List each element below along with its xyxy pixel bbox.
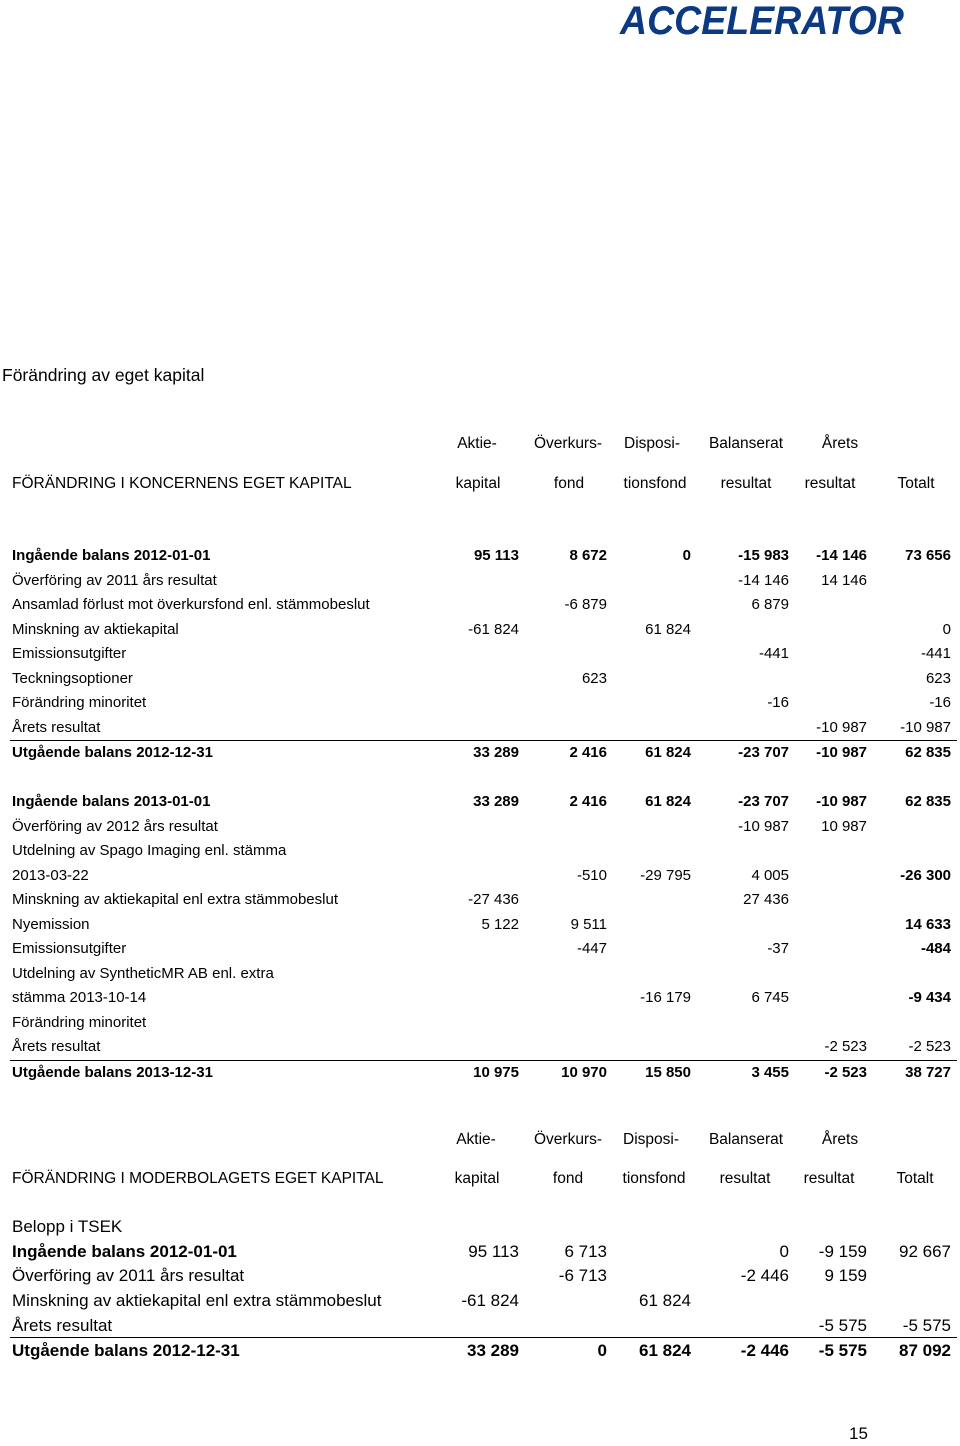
cell-value: 61 824 bbox=[645, 620, 691, 638]
cell-value: -10 987 bbox=[816, 744, 867, 761]
cell-value: 38 727 bbox=[905, 1063, 951, 1081]
cell-value: -29 795 bbox=[640, 866, 691, 884]
koncern-table-2013 bbox=[10, 790, 957, 1085]
cell-value: 15 850 bbox=[645, 1063, 691, 1081]
table-row bbox=[10, 716, 957, 741]
cell-value: -16 bbox=[767, 694, 789, 711]
row-label: Minskning av aktiekapital enl extra stämmobeslut bbox=[12, 1291, 382, 1311]
cell-value: 33 289 bbox=[473, 793, 519, 810]
cell-value: -6 713 bbox=[558, 1266, 607, 1286]
cell-value: 5 122 bbox=[481, 915, 519, 933]
table-row bbox=[10, 1288, 957, 1313]
row-label: Teckningsoptioner bbox=[12, 669, 133, 687]
table-row bbox=[10, 1060, 957, 1086]
cell-value: -16 bbox=[929, 694, 951, 711]
cell-value: 87 092 bbox=[899, 1341, 951, 1361]
cell-total: 14 633 bbox=[905, 915, 951, 933]
row-label: Emissionsutgifter bbox=[12, 940, 127, 957]
cell-value: -2 523 bbox=[824, 1063, 867, 1081]
col-header: tionsfond bbox=[623, 475, 687, 492]
unit-label: Belopp i TSEK bbox=[12, 1217, 123, 1236]
cell-value: 61 824 bbox=[645, 793, 691, 810]
cell-value: -14 146 bbox=[816, 547, 867, 564]
cell-value: 0 bbox=[682, 547, 691, 564]
row-label: Överföring av 2012 års resultat bbox=[12, 817, 218, 835]
cell-value: 95 113 bbox=[468, 1241, 519, 1261]
col-header: Disposi- bbox=[624, 435, 680, 452]
cell-value: -61 824 bbox=[468, 620, 519, 638]
col-header: kapital bbox=[454, 1170, 500, 1187]
svg-text:ACCELERATOR: ACCELERATOR bbox=[619, 0, 905, 42]
koncern-table-2012 bbox=[10, 544, 957, 766]
accelerator-logo bbox=[618, 0, 908, 42]
table-row bbox=[10, 913, 957, 938]
row-label: stämma 2013-10-14 bbox=[12, 989, 147, 1006]
moder-table bbox=[10, 1214, 957, 1363]
table-row bbox=[10, 888, 957, 913]
row-label: Förändring minoritet bbox=[12, 694, 147, 711]
row-label: Minskning av aktiekapital bbox=[12, 620, 179, 638]
table-row bbox=[10, 986, 957, 1011]
table-row bbox=[10, 1337, 957, 1363]
row-label: Ingående balans 2012-01-01 bbox=[12, 1241, 237, 1261]
cell-value: 73 656 bbox=[905, 547, 951, 564]
col-header: Årets bbox=[821, 1131, 859, 1148]
cell-value: -441 bbox=[920, 645, 951, 662]
cell-value: 6 879 bbox=[751, 596, 789, 613]
cell-value: -10 987 bbox=[816, 718, 867, 736]
cell-value: -37 bbox=[767, 940, 789, 957]
row-label: Utdelning av SyntheticMR AB enl. extra bbox=[12, 964, 274, 982]
cell-value: 0 bbox=[779, 1241, 789, 1261]
cell-value: 27 436 bbox=[743, 891, 789, 908]
cell-value: -5 575 bbox=[818, 1341, 867, 1361]
cell-value: 8 672 bbox=[569, 547, 607, 564]
table-row bbox=[10, 937, 957, 962]
cell-total: -9 434 bbox=[908, 989, 951, 1006]
table-row bbox=[10, 1263, 957, 1288]
cell-value: -2 446 bbox=[740, 1266, 789, 1286]
table-title: FÖRÄNDRING I KONCERNENS EGET KAPITAL bbox=[12, 475, 352, 492]
cell-value: 33 289 bbox=[467, 1341, 519, 1361]
table-row bbox=[10, 962, 957, 987]
table-row bbox=[10, 1011, 957, 1036]
col-header: Aktie- bbox=[456, 1131, 496, 1148]
page-heading: Förändring av eget kapital bbox=[2, 365, 205, 385]
row-label: Ingående balans 2013-01-01 bbox=[12, 793, 211, 810]
cell-value: 0 bbox=[597, 1341, 607, 1361]
cell-total: -484 bbox=[920, 940, 951, 957]
cell-value: 623 bbox=[581, 669, 607, 687]
row-label: Emissionsutgifter bbox=[12, 645, 127, 662]
table-row bbox=[10, 1313, 957, 1338]
row-label: Minskning av aktiekapital enl extra stämmobeslut bbox=[12, 891, 338, 908]
table-row bbox=[10, 815, 957, 840]
table-row bbox=[10, 1239, 957, 1264]
cell-value: -5 575 bbox=[902, 1315, 951, 1335]
cell-value: -510 bbox=[576, 866, 607, 884]
row-label: Överföring av 2011 års resultat bbox=[12, 571, 217, 589]
cell-value: 4 005 bbox=[751, 866, 789, 884]
table-row bbox=[10, 593, 957, 618]
cell-value: -2 523 bbox=[824, 1038, 867, 1055]
cell-value: 2 416 bbox=[569, 793, 607, 810]
cell-value: -16 179 bbox=[640, 989, 691, 1006]
table-row bbox=[10, 569, 957, 594]
page-number: 15 bbox=[849, 1424, 868, 1443]
cell-value: 3 455 bbox=[751, 1063, 789, 1081]
table-row bbox=[10, 790, 957, 815]
table-row bbox=[10, 740, 957, 766]
cell-value: 0 bbox=[942, 620, 951, 638]
cell-value: -10 987 bbox=[900, 718, 951, 736]
cell-value: 92 667 bbox=[899, 1241, 951, 1261]
cell-value: 6 713 bbox=[564, 1241, 607, 1261]
cell-value: -14 146 bbox=[738, 571, 789, 589]
row-label: Årets resultat bbox=[12, 718, 101, 736]
cell-value: -2 523 bbox=[908, 1038, 951, 1055]
table-row bbox=[10, 864, 957, 889]
cell-value: -5 575 bbox=[818, 1315, 867, 1335]
cell-value: 62 835 bbox=[905, 793, 951, 810]
cell-value: -6 879 bbox=[564, 596, 607, 613]
col-header: Disposi- bbox=[623, 1131, 679, 1148]
table-row bbox=[10, 667, 957, 692]
col-header: Överkurs- bbox=[533, 435, 603, 452]
col-header: resultat bbox=[720, 475, 772, 492]
cell-value: -441 bbox=[758, 645, 789, 662]
col-header: Totalt bbox=[896, 1170, 934, 1187]
col-header: resultat bbox=[803, 1170, 855, 1187]
cell-total: -26 300 bbox=[900, 866, 951, 884]
cell-value: -447 bbox=[576, 940, 607, 957]
cell-value: 2 416 bbox=[569, 744, 607, 761]
unit-row bbox=[10, 1214, 957, 1239]
col-header: resultat bbox=[719, 1170, 771, 1187]
table-title: FÖRÄNDRING I MODERBOLAGETS EGET KAPITAL bbox=[12, 1170, 384, 1187]
table-row bbox=[10, 839, 957, 864]
col-header: Balanserat bbox=[708, 435, 784, 452]
cell-value: -23 707 bbox=[738, 793, 789, 810]
col-header: Totalt bbox=[897, 475, 935, 492]
cell-value: -9 159 bbox=[818, 1241, 867, 1261]
row-label: Förändring minoritet bbox=[12, 1013, 147, 1031]
cell-value: 33 289 bbox=[473, 744, 519, 761]
row-label: Årets resultat bbox=[12, 1038, 101, 1055]
cell-value: -2 446 bbox=[740, 1341, 789, 1361]
cell-value: 61 824 bbox=[639, 1291, 691, 1311]
col-header: fond bbox=[553, 475, 585, 492]
cell-value: 14 146 bbox=[821, 571, 867, 589]
col-header: tionsfond bbox=[622, 1170, 686, 1187]
row-label: Årets resultat bbox=[12, 1315, 113, 1335]
row-label: Utgående balans 2012-12-31 bbox=[12, 1341, 240, 1361]
col-header: resultat bbox=[804, 475, 856, 492]
table-row bbox=[10, 618, 957, 643]
cell-value: 61 824 bbox=[645, 744, 691, 761]
cell-value: 9 511 bbox=[570, 915, 607, 933]
row-label: Ingående balans 2012-01-01 bbox=[12, 547, 211, 564]
table-row bbox=[10, 691, 957, 716]
cell-value: -15 983 bbox=[738, 547, 789, 564]
cell-value: 10 970 bbox=[561, 1063, 607, 1081]
row-label: Nyemission bbox=[12, 915, 90, 933]
cell-value: -10 987 bbox=[816, 793, 867, 810]
cell-value: 6 745 bbox=[751, 989, 789, 1006]
cell-value: 61 824 bbox=[639, 1341, 691, 1361]
table-row bbox=[10, 642, 957, 667]
cell-value: -61 824 bbox=[461, 1291, 519, 1311]
row-label: Utgående balans 2013-12-31 bbox=[12, 1063, 213, 1081]
cell-value: -23 707 bbox=[738, 744, 789, 761]
table-row bbox=[10, 1035, 957, 1060]
cell-value: 95 113 bbox=[473, 547, 519, 564]
row-label: Utdelning av Spago Imaging enl. stämma bbox=[12, 842, 287, 859]
cell-value: -10 987 bbox=[738, 817, 789, 835]
cell-value: 623 bbox=[925, 669, 951, 687]
col-header: fond bbox=[552, 1170, 584, 1187]
cell-value: 62 835 bbox=[905, 744, 951, 761]
table-row bbox=[10, 544, 957, 569]
row-label: Ansamlad förlust mot överkursfond enl. stämmobeslut bbox=[12, 596, 370, 613]
cell-value: 10 975 bbox=[473, 1063, 519, 1081]
col-header: Överkurs- bbox=[533, 1131, 603, 1148]
col-header: Balanserat bbox=[708, 1131, 784, 1148]
cell-value: -27 436 bbox=[468, 891, 519, 908]
cell-value: 9 159 bbox=[824, 1266, 867, 1286]
col-header: kapital bbox=[455, 475, 501, 492]
col-header: Aktie- bbox=[457, 435, 497, 452]
row-label: Överföring av 2011 års resultat bbox=[12, 1266, 245, 1286]
col-header: Årets bbox=[821, 435, 859, 452]
row-label: 2013-03-22 bbox=[12, 866, 89, 884]
cell-value: 10 987 bbox=[821, 817, 867, 835]
row-label: Utgående balans 2012-12-31 bbox=[12, 744, 213, 761]
